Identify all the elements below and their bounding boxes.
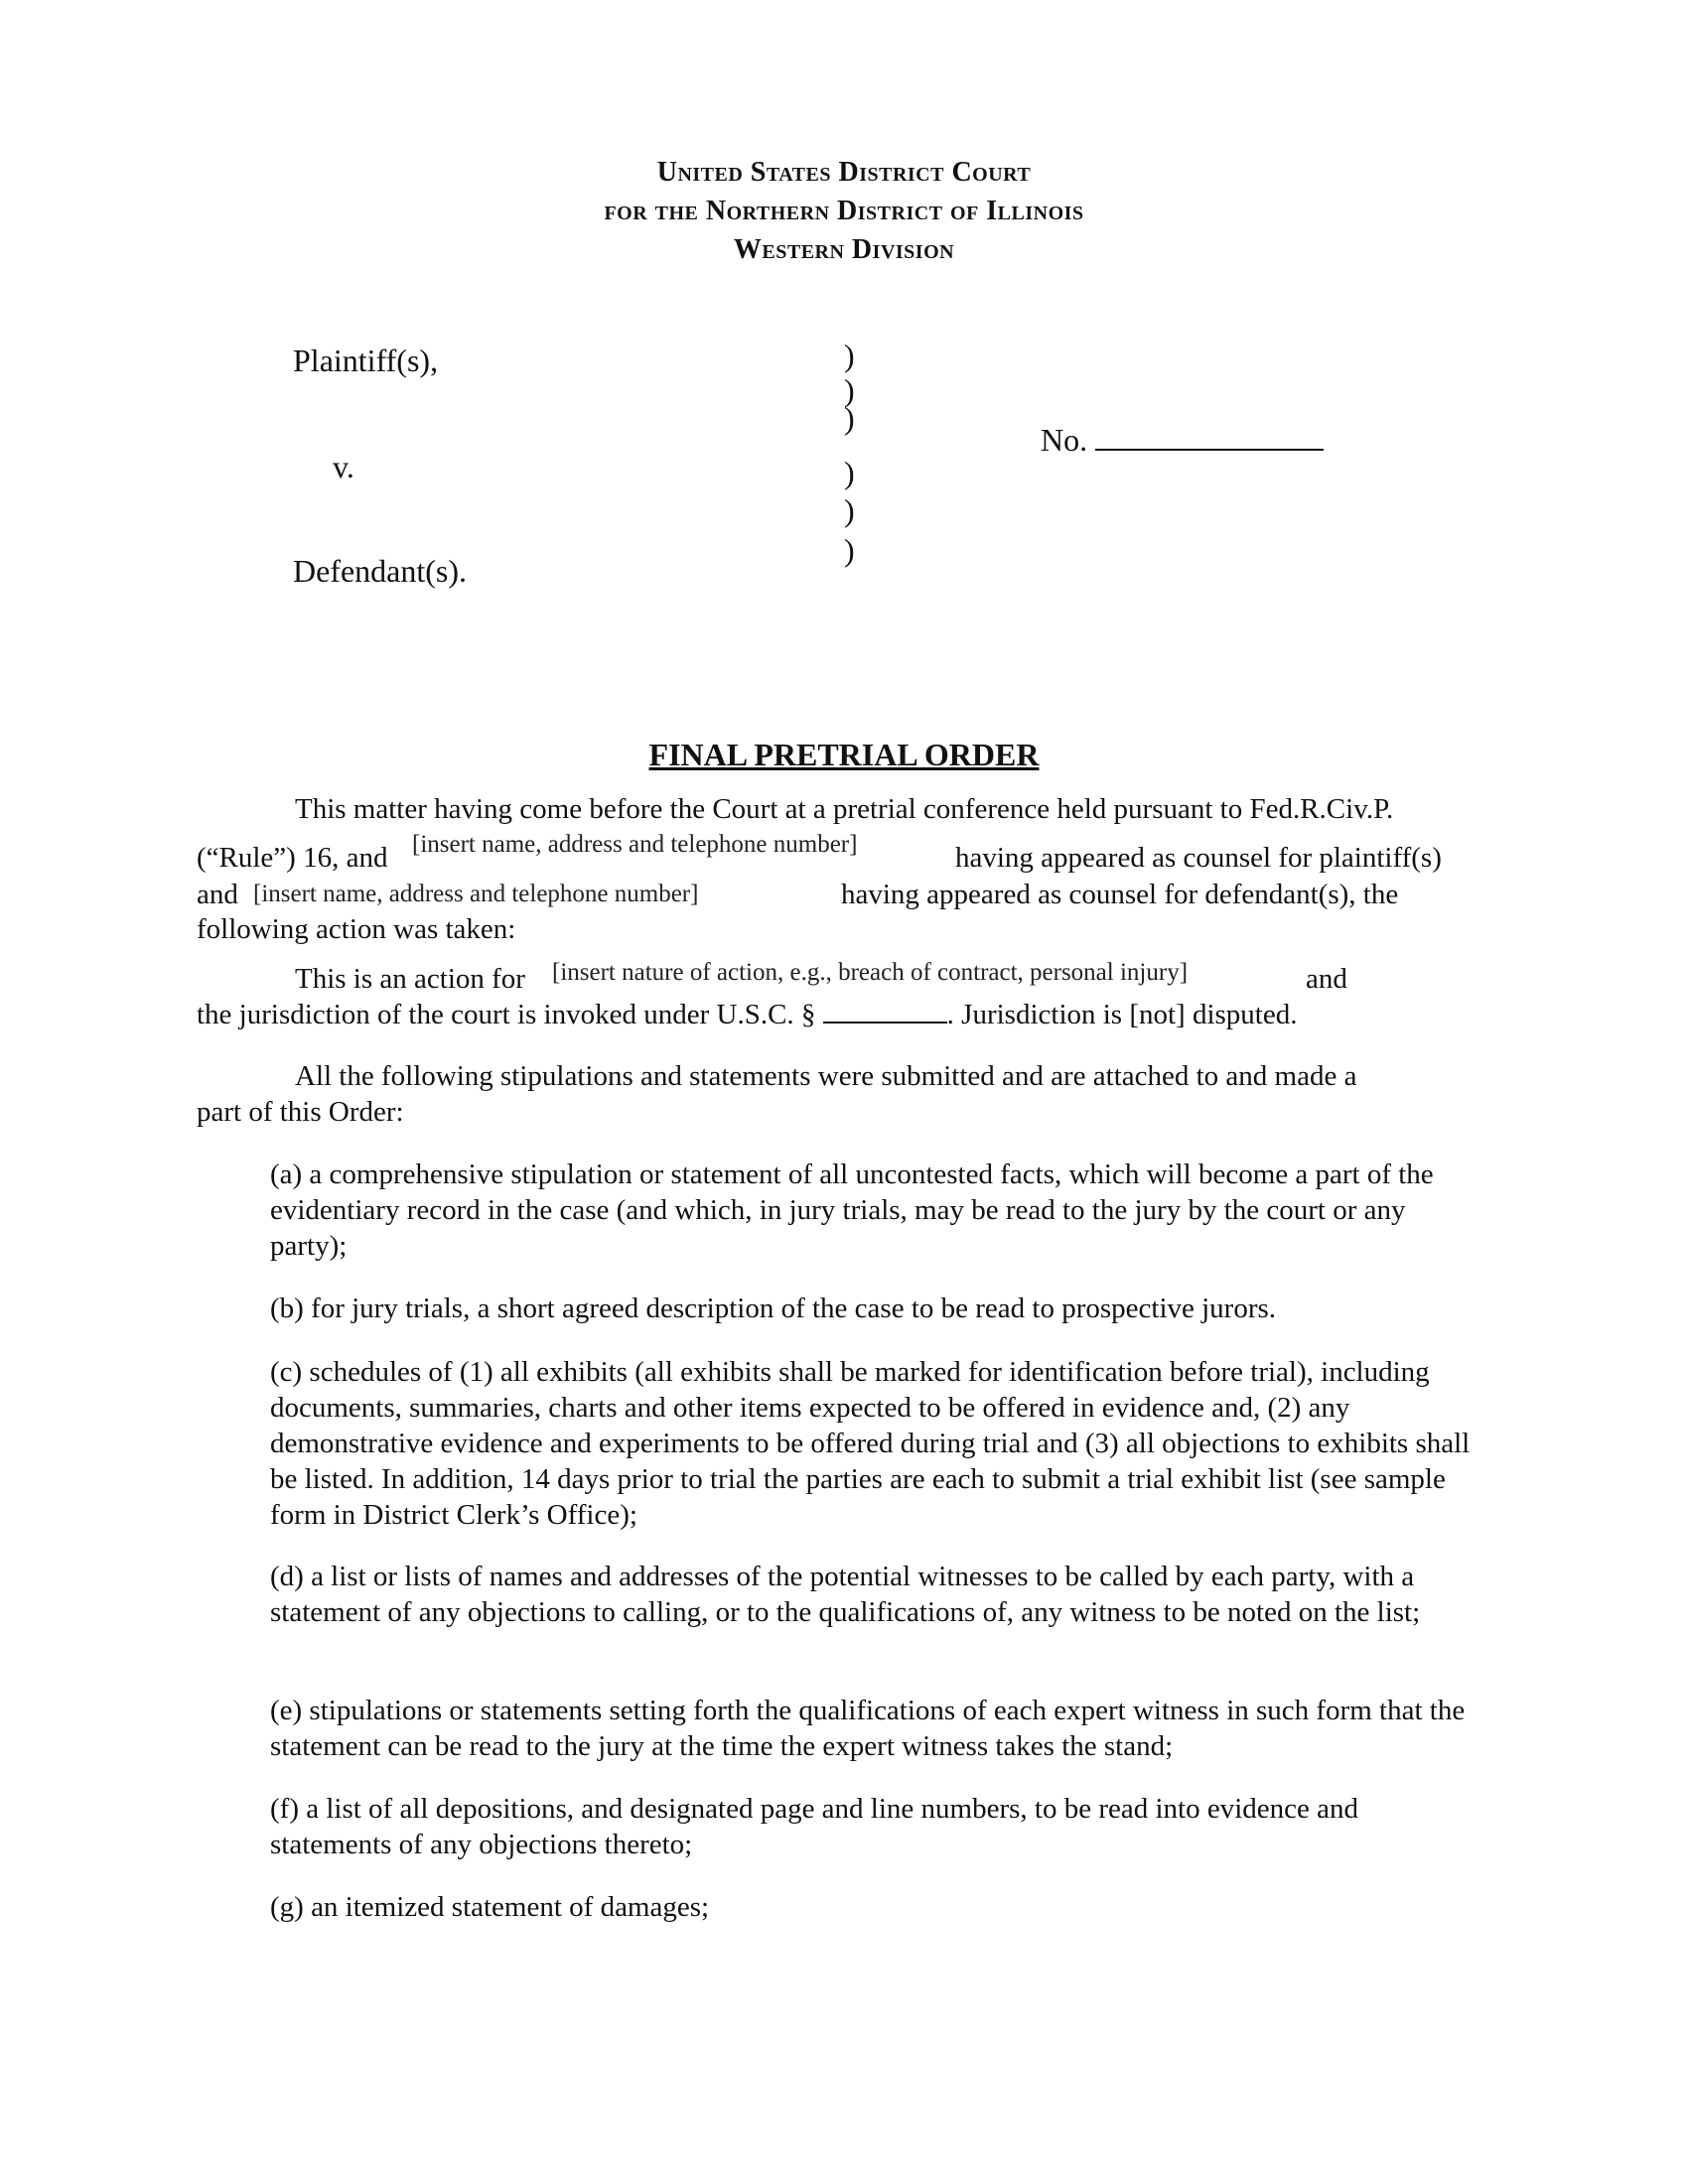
intro-line-2-end: having appeared as counsel for plaintiff(s) (955, 842, 1442, 874)
usc-section-blank[interactable] (823, 1000, 947, 1024)
stipulations-line-1: All the following stipulations and statements were submitted and are attached to and made a (295, 1060, 1357, 1092)
intro-line-3-end: having appeared as counsel for defendant(s), the (841, 879, 1399, 910)
court-district: for the Northern District of Illinois (604, 196, 1084, 226)
court-name: United States District Court (656, 157, 1032, 188)
case-number (1041, 422, 1324, 459)
caption-paren: ) (844, 338, 855, 373)
list-item-g: (g) an itemized statement of damages; (270, 1891, 710, 1923)
court-division: Western Division (733, 234, 955, 265)
defendant-counsel-placeholder[interactable]: [insert name, address and telephone number] (253, 881, 699, 907)
caption-paren: ) (844, 400, 855, 436)
page-title: FINAL PRETRIAL ORDER (648, 737, 1040, 772)
jurisdiction-label: the jurisdiction of the court is invoked under U.S.C. § (197, 999, 816, 1030)
action-line-2 (197, 997, 1298, 1032)
intro-line-1: This matter having come before the Court at a pretrial conference held pursuant to Fed.R.Civ.P. (295, 793, 1394, 825)
caption-paren: ) (844, 455, 855, 490)
defendant-label: Defendant(s). (293, 553, 468, 589)
plaintiff-counsel-placeholder[interactable]: [insert name, address and telephone number] (412, 831, 858, 858)
intro-line-4: following action was taken: (197, 913, 516, 945)
list-item-c: (c) schedules of (1) all exhibits (all exhibits shall be marked for identification before trial), including documents, summaries, charts and other items expected to be offered in evidence and, (2) any demonstrative evidence and experiments to be offered during trial and (3) all objections to exhibits shall be listed. In addition, 14 days prior to trial the parties are each to submit a trial exhibit list (see sample form in District Clerk’s Office); (270, 1356, 1471, 1531)
list-item-a: (a) a comprehensive stipulation or statement of all uncontested facts, which will become a part of the evidentiary record in the case (and which, in jury trials, may be read to the jury by the court or any party); (270, 1159, 1434, 1262)
action-line-1-start: This is an action for (295, 963, 525, 995)
list-item-e: (e) stipulations or statements setting forth the qualifications of each expert witness in such form that the statement can be read to the jury at the time the expert witness takes the stand; (270, 1695, 1466, 1762)
list-item-d: (d) a list or lists of names and addresses of the potential witnesses to be called by each party, with a statement of any objections to calling, or to the qualifications of, any witness to be noted on the list; (270, 1561, 1421, 1628)
caption-paren: ) (844, 492, 855, 528)
caption-paren: ) (844, 372, 855, 408)
jurisdiction-status: . Jurisdiction is [not] disputed. (946, 999, 1298, 1030)
action-line-1-end: and (1306, 963, 1347, 995)
nature-of-action-placeholder[interactable]: [insert nature of action, e.g., breach of contract, personal injury] (552, 959, 1189, 986)
case-number-label: No. (1041, 422, 1088, 458)
versus-label: v. (333, 449, 354, 484)
intro-line-3-start: and (197, 879, 238, 910)
caption-paren: ) (844, 532, 855, 568)
intro-line-2-start: (“Rule”) 16, and (197, 842, 388, 874)
plaintiff-label: Plaintiff(s), (293, 342, 439, 378)
list-item-f: (f) a list of all depositions, and designated page and line numbers, to be read into evidence and statements of any objections thereto; (270, 1793, 1359, 1860)
case-number-blank[interactable] (1095, 423, 1324, 451)
stipulations-line-2: part of this Order: (197, 1096, 404, 1128)
list-item-b: (b) for jury trials, a short agreed description of the case to be read to prospective jurors. (270, 1293, 1277, 1324)
